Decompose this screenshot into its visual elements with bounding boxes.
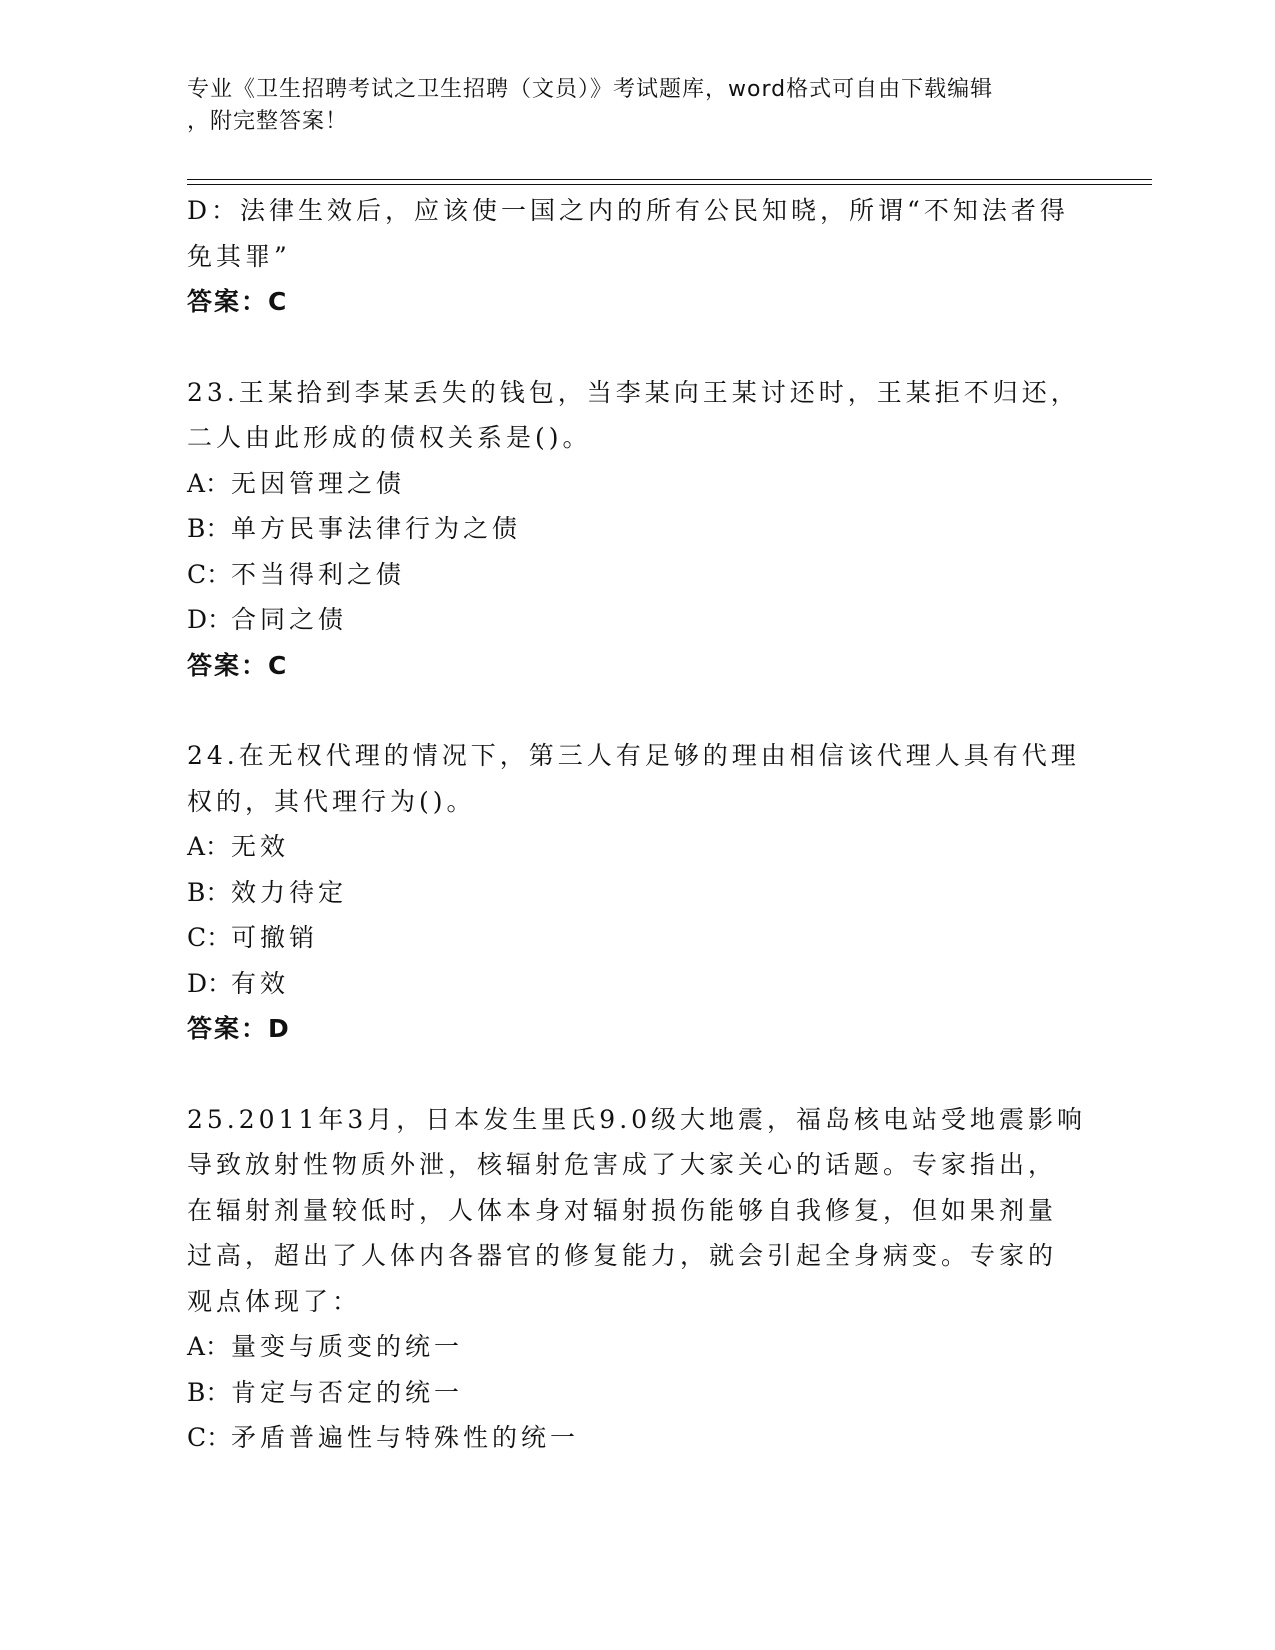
option-b: [187, 1370, 1087, 1416]
question-stem-line: 在辐射剂量较低时，人体本身对辐射损伤能够自我修复，但如果剂量: [187, 1195, 1058, 1225]
option-d: [187, 597, 1087, 643]
option-d-line-2: 免其罪”: [187, 241, 291, 271]
question-stem-line: 过高，超出了人体内各器官的修复能力，就会引起全身病变。专家的: [187, 1241, 1058, 1270]
option-b: [187, 506, 1087, 552]
option-a: [187, 461, 1087, 507]
question-stem-line: 25.2011年3月，日本发生里氏9.0级大地震，福岛核电站受地震影响: [187, 1104, 1087, 1134]
option-text: 肯定与否定的统一: [231, 1377, 464, 1407]
option-label: B：: [187, 877, 231, 907]
option-b: [187, 870, 1087, 916]
answer-line: 答案：D: [187, 1014, 291, 1043]
option-text: 无因管理之债: [231, 468, 406, 498]
option-label: C：: [187, 1423, 232, 1452]
question-stem-line: 24.在无权代理的情况下，第三人有足够的理由相信该代理人具有代理: [187, 741, 1080, 770]
option-text: 量变与质变的统一: [231, 1332, 464, 1361]
option-label: C：: [187, 923, 232, 952]
header-divider-bottom: [187, 184, 1152, 185]
previous-question-tail: [187, 188, 1087, 325]
option-text: 合同之债: [231, 605, 348, 634]
header-line-2: ，附完整答案！: [187, 109, 349, 134]
question-24: [187, 733, 1087, 1052]
option-label: B：: [187, 514, 231, 543]
option-label: A：: [187, 1332, 231, 1361]
option-text: 不当得利之债: [231, 559, 406, 589]
option-text: 效力待定: [231, 877, 348, 907]
header-line-1: 专业《卫生招聘考试之卫生招聘（文员）》考试题库，word格式可自由下载编辑: [187, 77, 994, 102]
question-stem-line: 观点体现了：: [187, 1286, 362, 1316]
option-d: [187, 961, 1087, 1007]
option-label: A：: [187, 832, 231, 861]
question-stem-line: 导致放射性物质外泄，核辐射危害成了大家关心的话题。专家指出，: [187, 1150, 1058, 1179]
answer-line: 答案：C: [187, 650, 289, 680]
option-c: [187, 552, 1087, 598]
option-label: D：: [187, 605, 233, 634]
option-c: [187, 1415, 1087, 1461]
option-a: [187, 1324, 1087, 1370]
document-header: [187, 74, 1067, 138]
option-label: A：: [187, 468, 231, 498]
question-stem-line: 23.王某拾到李某丢失的钱包，当李某向王某讨还时，王某拒不归还，: [187, 377, 1080, 407]
option-text: 可撤销: [231, 923, 319, 952]
option-text: 矛盾普遍性与特殊性的统一: [231, 1423, 580, 1452]
question-stem-line: 权的，其代理行为()。: [187, 786, 476, 816]
option-a: [187, 824, 1087, 870]
option-c: [187, 915, 1087, 961]
question-content: [187, 188, 1087, 1461]
option-text: 有效: [231, 968, 290, 998]
option-label: B：: [187, 1377, 231, 1407]
option-text: 单方民事法律行为之债: [231, 514, 522, 543]
question-stem-line: 二人由此形成的债权关系是()。: [187, 423, 592, 452]
option-d-line-1: D：法律生效后，应该使一国之内的所有公民知晓，所谓“不知法者得: [187, 196, 1069, 225]
answer-line: 答案：C: [187, 287, 289, 316]
question-25: [187, 1097, 1087, 1461]
option-label: C：: [187, 559, 232, 589]
question-23: [187, 370, 1087, 689]
option-label: D：: [187, 968, 233, 998]
header-divider-top: [187, 179, 1152, 180]
option-text: 无效: [231, 832, 290, 861]
